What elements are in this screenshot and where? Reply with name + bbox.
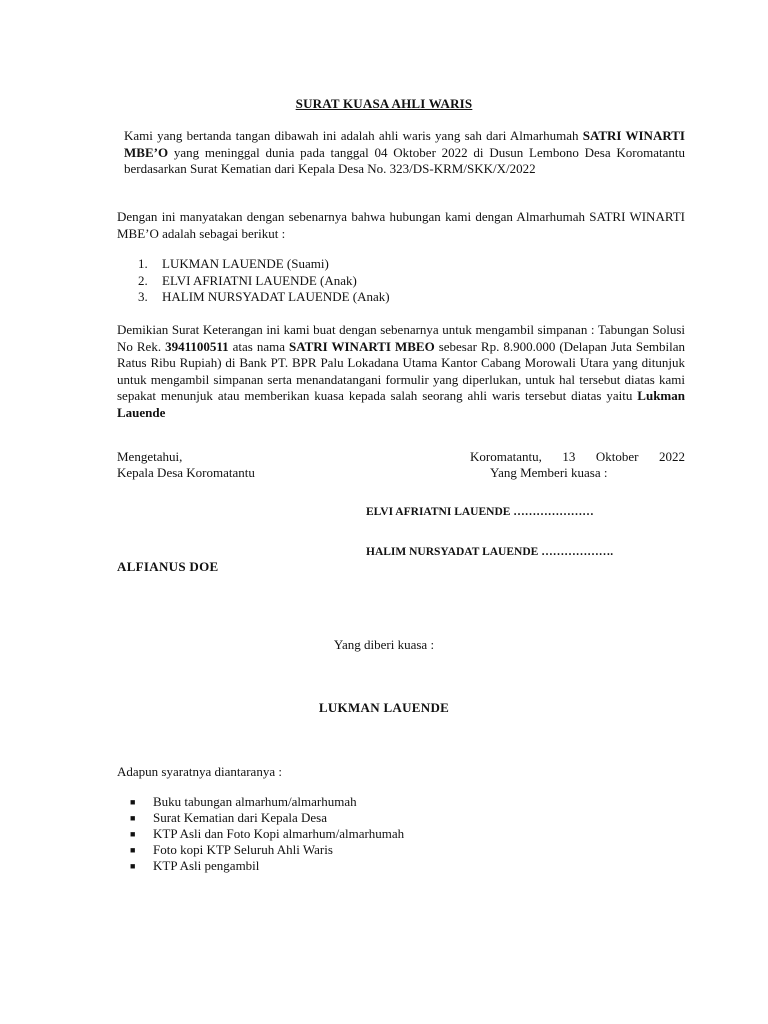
paragraph-opening (124, 128, 685, 178)
requirement-text: Buku tabungan almarhum/almarhumah (153, 794, 357, 809)
deceased-name: SATRI WINARTI MBE’O (124, 128, 685, 160)
grantor-label: Yang Memberi kuasa : (490, 465, 608, 480)
list-text: HALIM NURSYADAT LAUENDE (Anak) (162, 289, 390, 304)
heir-signature-2: HALIM NURSYADAT LAUENDE ………………. (366, 546, 614, 558)
requirement-text: Surat Kematian dari Kepala Desa (153, 810, 327, 825)
list-item (138, 256, 538, 273)
grantee-label: Yang diberi kuasa : (333, 637, 435, 652)
opening-text-a: Kami yang bertanda tangan dibawah ini adalah ahli waris yang sah dari Almarhumah (124, 128, 583, 143)
requirement-text: Foto kopi KTP Seluruh Ahli Waris (153, 842, 333, 857)
account-number: 3941100511 (165, 338, 229, 354)
bullet-icon: ■ (130, 813, 136, 823)
list-item (138, 289, 538, 306)
list-item (130, 858, 404, 874)
place-date (470, 449, 685, 465)
list-item (130, 842, 404, 858)
paragraph-statement (117, 322, 685, 421)
account-holder-name: SATRI WINARTI MBEO (288, 338, 435, 354)
list-text: LUKMAN LAUENDE (Suami) (162, 256, 329, 271)
heir-signature-1: ELVI AFRIATNI LAUENDE ………………… (366, 506, 594, 518)
paragraph-relation: Dengan ini manyatakan dengan sebenarnya bahwa hubungan kami dengan Almarhumah SATRI WINARTI MBE’O adalah sebagai berikut : (117, 209, 685, 241)
list-item (130, 826, 404, 842)
date-day: 13 (562, 449, 576, 464)
bullet-icon: ■ (130, 829, 136, 839)
known-label: Mengetahui, (117, 449, 183, 464)
opening-text-b: yang meninggal dunia pada tanggal 04 Oktober 2022 di Dusun Lembono Desa Koromatantu berdasarkan Surat Kematian dari Kepala Desa No. 323/DS-KRM/SKK/X/2022 (124, 144, 685, 176)
bullet-icon: ■ (130, 797, 136, 807)
document-title: SURAT KUASA AHLI WARIS (295, 96, 473, 111)
list-number: 2. (138, 272, 148, 288)
proxy-name: Lukman Lauende (117, 388, 685, 420)
requirement-text: KTP Asli pengambil (153, 858, 260, 873)
list-number: 3. (138, 289, 148, 304)
date-month: Oktober (595, 449, 639, 464)
requirements-list (130, 794, 404, 874)
list-number: 1. (138, 256, 148, 271)
list-item (130, 810, 404, 826)
bullet-icon: ■ (130, 861, 136, 871)
grantee-name: LUKMAN LAUENDE (318, 700, 450, 715)
requirements-intro: Adapun syaratnya diantaranya : (117, 764, 282, 779)
list-item (130, 794, 404, 810)
statement-text-c: sebesar Rp. 8.900.000 (Delapan Juta Sembilan Ratus Ribu Rupiah) di Bank PT. BPR Palu Lokadana Utama Kantor Cabang Morowali Utara yang ditunjuk untuk mengambil simpanan serta menandatangani formulir yang diperlukan, untuk hal tersebut diatas kami sepakat menunjuk atau memberikan kuasa kepada salah seorang ahli waris tersebut diatas yaitu (117, 338, 685, 403)
village-head-label: Kepala Desa Koromatantu (117, 465, 255, 480)
statement-text-b: atas nama (228, 338, 289, 354)
list-text: ELVI AFRIATNI LAUENDE (Anak) (162, 272, 357, 288)
list-item (138, 273, 538, 290)
village-head-name: ALFIANUS DOE (117, 559, 219, 574)
place: Koromatantu, (470, 449, 542, 464)
heirs-list (138, 256, 538, 306)
statement-text-a: Demikian Surat Keterangan ini kami buat dengan sebenarnya untuk mengambil simpanan : Tabungan Solusi No Rek. (117, 322, 685, 354)
bullet-icon: ■ (130, 845, 136, 855)
date-year: 2022 (659, 449, 685, 464)
requirement-text: KTP Asli dan Foto Kopi almarhum/almarhumah (153, 826, 405, 841)
